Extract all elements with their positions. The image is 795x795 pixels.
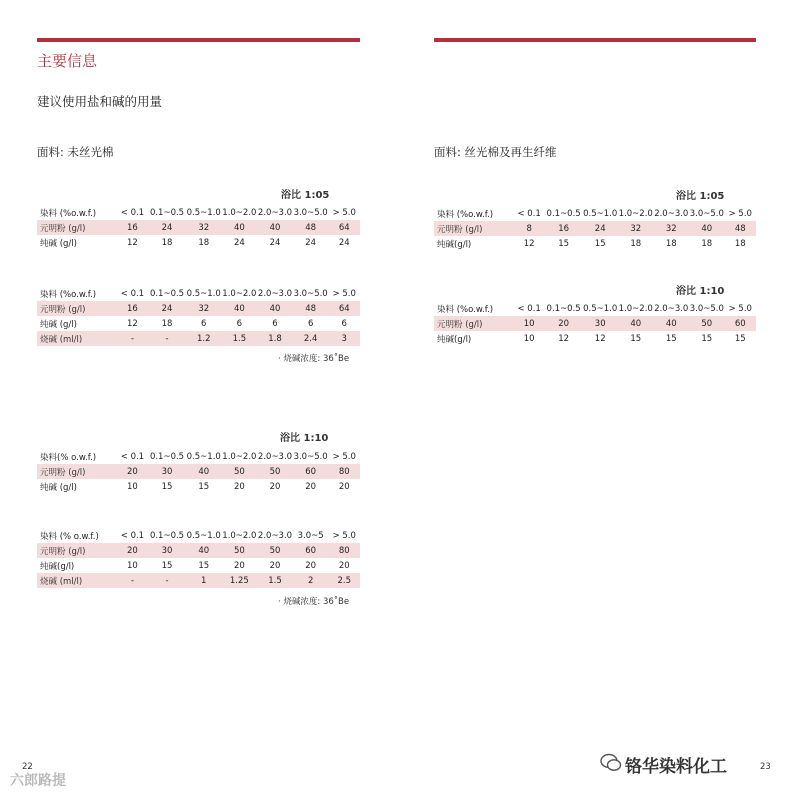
value-cell: - bbox=[148, 573, 186, 588]
right-table-ratio-1-05 bbox=[434, 206, 756, 251]
header-range-cell: 2.0~3.0 bbox=[257, 288, 293, 299]
left-note-2 bbox=[278, 595, 349, 607]
value-cell: 15 bbox=[630, 333, 642, 344]
table-row bbox=[37, 558, 360, 573]
value-cell: 20 bbox=[233, 560, 245, 571]
header-range-cell: 1.0~2.0 bbox=[222, 530, 257, 541]
value-cell: 8 bbox=[513, 221, 544, 236]
value-cell: 32 bbox=[654, 221, 690, 236]
header-range-cell: 0.1~0.5 bbox=[149, 530, 185, 541]
page-number-left: 22 bbox=[22, 762, 33, 772]
header-range-cell: > 5.0 bbox=[728, 303, 752, 314]
value-cell: 2 bbox=[293, 573, 329, 588]
value-cell: 50 bbox=[222, 543, 258, 558]
header-range-cell: 1.0~2.0 bbox=[222, 288, 257, 299]
table-row bbox=[434, 331, 756, 346]
value-cell: 30 bbox=[148, 464, 186, 479]
value-cell: 20 bbox=[269, 481, 281, 492]
value-cell: 50 bbox=[222, 464, 258, 479]
value-cell: 40 bbox=[689, 221, 725, 236]
value-cell: 20 bbox=[233, 481, 245, 492]
value-cell: 16 bbox=[545, 221, 583, 236]
value-cell: 24 bbox=[269, 237, 281, 248]
table-row bbox=[434, 221, 756, 236]
section-title: 主要信息 bbox=[37, 52, 98, 70]
table-header-row bbox=[37, 528, 360, 543]
value-cell: 16 bbox=[117, 301, 148, 316]
value-cell: 15 bbox=[198, 560, 210, 571]
value-cell: 40 bbox=[654, 316, 690, 331]
value-cell: 15 bbox=[198, 481, 210, 492]
value-cell: 40 bbox=[222, 301, 258, 316]
value-cell: 24 bbox=[338, 237, 350, 248]
value-cell: 12 bbox=[558, 333, 570, 344]
row-label-cell: 元明粉 (g/l) bbox=[37, 220, 117, 235]
value-cell: 50 bbox=[257, 464, 293, 479]
value-cell: 24 bbox=[582, 221, 618, 236]
row-label-cell: 纯碱 (g/l) bbox=[40, 482, 77, 493]
value-cell: 40 bbox=[186, 543, 222, 558]
header-range-cell: 3.0~5.0 bbox=[689, 208, 724, 219]
value-cell: 1.5 bbox=[257, 573, 293, 588]
header-range-cell: 0.1~0.5 bbox=[149, 288, 185, 299]
value-cell: 12 bbox=[127, 318, 138, 329]
row-label-cell: 元明粉 (g/l) bbox=[434, 221, 513, 236]
value-cell: 20 bbox=[117, 543, 148, 558]
value-cell: 10 bbox=[127, 481, 138, 492]
table-row bbox=[37, 464, 360, 479]
value-cell: 18 bbox=[161, 318, 173, 329]
right-fabric-label: 面料: 丝光棉及再生纤维 bbox=[434, 145, 557, 159]
value-cell: 3 bbox=[328, 331, 360, 346]
table-header-row bbox=[37, 205, 360, 220]
header-label-cell: 染料 (%o.w.f.) bbox=[437, 304, 494, 315]
value-cell: - bbox=[117, 573, 148, 588]
header-range-cell: < 0.1 bbox=[120, 451, 145, 462]
value-cell: 18 bbox=[161, 237, 173, 248]
wechat-logo-icon bbox=[600, 753, 622, 773]
header-range-cell: 3.0~5.0 bbox=[293, 207, 328, 218]
value-cell: 20 bbox=[338, 560, 350, 571]
header-range-cell: 0.5~1.0 bbox=[186, 451, 221, 462]
header-range-cell: 0.5~1.0 bbox=[186, 288, 221, 299]
left-table-ratio-1-10-caustic bbox=[37, 528, 360, 588]
header-range-cell: 0.5~1.0 bbox=[186, 530, 221, 541]
header-label-cell: 染料 (%o.w.f.) bbox=[437, 209, 494, 220]
value-cell: 32 bbox=[186, 220, 222, 235]
value-cell: 40 bbox=[186, 464, 222, 479]
value-cell: 48 bbox=[725, 221, 756, 236]
value-cell: 24 bbox=[233, 237, 245, 248]
row-label-cell: 纯碱(g/l) bbox=[437, 334, 472, 345]
value-cell: - bbox=[117, 331, 148, 346]
value-cell: 1.5 bbox=[222, 331, 258, 346]
header-range-cell: 0.5~1.0 bbox=[583, 208, 618, 219]
left-ratio-2-label: 浴比 1:10 bbox=[280, 433, 329, 444]
header-range-cell: 3.0~5.0 bbox=[293, 451, 328, 462]
table-row bbox=[434, 236, 756, 251]
watermark-left: 六郎路提 bbox=[10, 773, 66, 789]
value-cell: 20 bbox=[269, 560, 281, 571]
header-range-cell: 2.0~3.0 bbox=[257, 530, 293, 541]
header-range-cell: > 5.0 bbox=[332, 207, 356, 218]
row-label-cell: 元明粉 (g/l) bbox=[434, 316, 513, 331]
value-cell: 20 bbox=[305, 560, 317, 571]
subtitle: 建议使用盐和碱的用量 bbox=[37, 94, 163, 109]
value-cell: 40 bbox=[257, 220, 293, 235]
value-cell: 24 bbox=[148, 301, 186, 316]
value-cell: 12 bbox=[127, 237, 138, 248]
header-label-cell: 染料(% o.w.f.) bbox=[40, 452, 97, 463]
header-range-cell: < 0.1 bbox=[517, 208, 541, 219]
value-cell: 80 bbox=[328, 543, 360, 558]
left-note-2-text: · 烧碱浓度: 36˚Be bbox=[278, 597, 350, 607]
table-row bbox=[37, 331, 360, 346]
value-cell: 40 bbox=[257, 301, 293, 316]
value-cell: 30 bbox=[148, 543, 186, 558]
value-cell: 60 bbox=[293, 464, 329, 479]
header-range-cell: < 0.1 bbox=[120, 530, 145, 541]
row-label-cell: 元明粉 (g/l) bbox=[37, 464, 117, 479]
header-range-cell: 0.1~0.5 bbox=[546, 303, 581, 314]
table-row bbox=[37, 316, 360, 331]
value-cell: 15 bbox=[665, 333, 677, 344]
table-row bbox=[37, 479, 360, 494]
table-header-row bbox=[434, 206, 756, 221]
table-header-row bbox=[37, 286, 360, 301]
value-cell: 18 bbox=[630, 238, 642, 249]
value-cell: 1.8 bbox=[257, 331, 293, 346]
left-fabric-label: 面料: 未丝光棉 bbox=[37, 145, 114, 159]
header-range-cell: > 5.0 bbox=[728, 208, 752, 219]
value-cell: 15 bbox=[558, 238, 570, 249]
value-cell: 40 bbox=[222, 220, 258, 235]
header-range-cell: < 0.1 bbox=[120, 207, 145, 218]
value-cell: 20 bbox=[117, 464, 148, 479]
header-range-cell: 0.5~1.0 bbox=[583, 303, 618, 314]
header-range-cell: 3.0~5.0 bbox=[293, 288, 328, 299]
left-table-ratio-1-05 bbox=[37, 205, 360, 250]
value-cell: 18 bbox=[198, 237, 210, 248]
value-cell: 10 bbox=[523, 333, 535, 344]
value-cell: 10 bbox=[513, 316, 544, 331]
value-cell: 6 bbox=[236, 318, 243, 329]
value-cell: 15 bbox=[734, 333, 746, 344]
table-row bbox=[37, 543, 360, 558]
value-cell: 6 bbox=[201, 318, 207, 329]
left-table-ratio-1-10 bbox=[37, 449, 360, 494]
header-range-cell: 0.1~0.5 bbox=[546, 208, 581, 219]
value-cell: 18 bbox=[665, 238, 677, 249]
header-range-cell: 0.1~0.5 bbox=[149, 207, 185, 218]
left-ratio-1-label: 浴比 1:05 bbox=[281, 190, 330, 201]
value-cell: 1.2 bbox=[186, 331, 222, 346]
row-label-cell: 元明粉 (g/l) bbox=[37, 301, 117, 316]
value-cell: 48 bbox=[293, 301, 329, 316]
value-cell: 60 bbox=[725, 316, 756, 331]
table-row bbox=[37, 235, 360, 250]
header-range-cell: 3.0~5 bbox=[297, 530, 324, 541]
right-ratio-1-label: 浴比 1:05 bbox=[676, 191, 725, 202]
header-range-cell: 1.0~2.0 bbox=[222, 451, 257, 462]
left-table-ratio-1-05-caustic bbox=[37, 286, 360, 346]
value-cell: 24 bbox=[148, 220, 186, 235]
header-range-cell: 2.0~3.0 bbox=[654, 303, 689, 314]
left-note-1 bbox=[278, 352, 349, 364]
left-note-1-text: · 烧碱浓度: 36˚Be bbox=[278, 354, 350, 364]
header-range-cell: 1.0~2.0 bbox=[618, 303, 653, 314]
value-cell: 20 bbox=[338, 481, 350, 492]
value-cell: 6 bbox=[307, 318, 314, 329]
value-cell: 15 bbox=[161, 481, 173, 492]
header-range-cell: 1.0~2.0 bbox=[618, 208, 653, 219]
value-cell: 2.4 bbox=[293, 331, 329, 346]
right-red-bar bbox=[434, 38, 756, 42]
header-label-cell: 染料 (%o.w.f.) bbox=[40, 289, 97, 300]
header-range-cell: < 0.1 bbox=[517, 303, 541, 314]
header-range-cell: < 0.1 bbox=[120, 288, 145, 299]
value-cell: 1.25 bbox=[222, 573, 258, 588]
value-cell: 32 bbox=[618, 221, 654, 236]
table-row bbox=[37, 301, 360, 316]
value-cell: 20 bbox=[545, 316, 583, 331]
header-range-cell: 2.0~3.0 bbox=[257, 207, 293, 218]
value-cell: 12 bbox=[594, 333, 606, 344]
value-cell: 16 bbox=[117, 220, 148, 235]
value-cell: 12 bbox=[523, 238, 535, 249]
table-header-row bbox=[37, 449, 360, 464]
header-range-cell: 3.0~5.0 bbox=[689, 303, 724, 314]
value-cell: 15 bbox=[161, 560, 173, 571]
value-cell: 1 bbox=[186, 573, 222, 588]
value-cell: 80 bbox=[328, 464, 360, 479]
header-label-cell: 染料 (%o.w.f.) bbox=[40, 208, 97, 219]
value-cell: 32 bbox=[186, 301, 222, 316]
row-label-cell: 烧碱 (ml/l) bbox=[37, 573, 117, 588]
value-cell: 15 bbox=[701, 333, 713, 344]
watermark-right: 铬华染料化工 bbox=[625, 757, 727, 777]
value-cell: 64 bbox=[328, 220, 360, 235]
value-cell: 18 bbox=[701, 238, 713, 249]
value-cell: 20 bbox=[305, 481, 317, 492]
header-range-cell: > 5.0 bbox=[332, 451, 356, 462]
table-header-row bbox=[434, 301, 756, 316]
row-label-cell: 纯碱 (g/l) bbox=[40, 238, 77, 249]
row-label-cell: 纯碱 (g/l) bbox=[40, 319, 77, 330]
row-label-cell: 纯碱(g/l) bbox=[40, 561, 75, 572]
value-cell: 15 bbox=[594, 238, 606, 249]
header-label-cell: 染料 (% o.w.f.) bbox=[40, 531, 99, 542]
row-label-cell: 元明粉 (g/l) bbox=[37, 543, 117, 558]
header-range-cell: 0.1~0.5 bbox=[149, 451, 185, 462]
row-label-cell: 纯碱(g/l) bbox=[437, 239, 472, 250]
header-range-cell: > 5.0 bbox=[332, 288, 356, 299]
value-cell: 50 bbox=[257, 543, 293, 558]
table-row bbox=[37, 573, 360, 588]
page-number-right: 23 bbox=[760, 762, 771, 772]
row-label-cell: 烧碱 (ml/l) bbox=[37, 331, 117, 346]
header-range-cell: 0.5~1.0 bbox=[186, 207, 221, 218]
header-range-cell: 2.0~3.0 bbox=[654, 208, 689, 219]
value-cell: 64 bbox=[328, 301, 360, 316]
table-row bbox=[434, 316, 756, 331]
value-cell: 60 bbox=[293, 543, 329, 558]
header-range-cell: 1.0~2.0 bbox=[222, 207, 257, 218]
value-cell: 48 bbox=[293, 220, 329, 235]
value-cell: 30 bbox=[582, 316, 618, 331]
header-range-cell: > 5.0 bbox=[332, 530, 356, 541]
left-red-bar bbox=[37, 38, 360, 42]
header-range-cell: 2.0~3.0 bbox=[257, 451, 293, 462]
value-cell: 24 bbox=[305, 237, 317, 248]
right-table-ratio-1-10 bbox=[434, 301, 756, 346]
value-cell: - bbox=[148, 331, 186, 346]
value-cell: 40 bbox=[618, 316, 654, 331]
table-row bbox=[37, 220, 360, 235]
value-cell: 6 bbox=[341, 318, 347, 329]
value-cell: 10 bbox=[127, 560, 138, 571]
value-cell: 50 bbox=[689, 316, 725, 331]
value-cell: 2.5 bbox=[328, 573, 360, 588]
value-cell: 6 bbox=[272, 318, 278, 329]
value-cell: 18 bbox=[734, 238, 746, 249]
right-ratio-2-label: 浴比 1:10 bbox=[676, 286, 725, 297]
